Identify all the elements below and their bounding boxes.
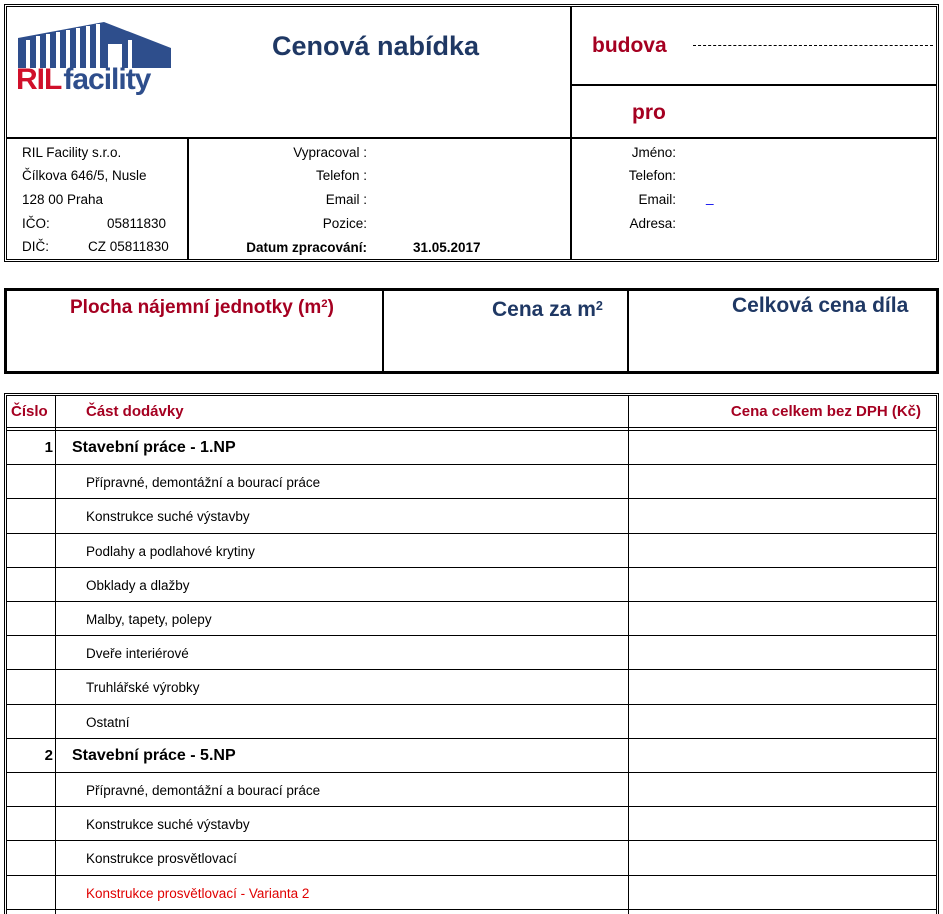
prepared-email-label: Email : [325, 192, 367, 207]
row-price-cell [629, 773, 937, 807]
prepared-author-label: Vypracoval : [293, 145, 367, 160]
row-label: Konstrukce prosvětlovací [86, 851, 237, 867]
row-price-cell [629, 807, 937, 841]
table-row [6, 534, 937, 568]
company-ico-label: IČO: [22, 216, 50, 231]
row-number: 2 [44, 746, 53, 764]
prepared-date-value: 31.05.2017 [413, 240, 481, 255]
table-section-row [6, 431, 937, 465]
row-price-cell [629, 739, 937, 773]
area-label: Plocha nájemní jednotky $(m^2)$ [70, 297, 334, 318]
row-label: Konstrukce suché výstavby [86, 817, 250, 833]
client-email-link[interactable]: _ [706, 190, 714, 205]
row-label: Přípravné, demontážní a bourací práce [86, 783, 321, 798]
company-dic-label: DIČ: [22, 239, 49, 254]
row-price-cell [629, 876, 937, 910]
row-label: Konstrukce suché výstavby [86, 509, 250, 525]
row-label: Stavební práce - 5.NP [72, 746, 236, 764]
company-dic-value: CZ 05811830 [88, 239, 169, 254]
row-price-cell [629, 670, 937, 704]
row-price-cell [629, 705, 937, 739]
client-phone-label: Telefon: [628, 168, 676, 183]
table-row [6, 807, 937, 841]
prepared-position-label: Pozice: [322, 216, 367, 231]
building-dashed-line [693, 45, 933, 46]
row-price-cell [629, 568, 937, 602]
col-header-price: Cena celkem bez DPH (Kč) [730, 403, 921, 420]
total-price-label: Celková cena díla [732, 294, 909, 317]
row-price-cell [629, 841, 937, 875]
row-label: Dveře interiérové [86, 646, 189, 662]
row-label: Konstrukce prosvětlovací - Varianta 2 [86, 885, 310, 901]
price-per-m2-label: Cena za $m^2$ [492, 298, 603, 321]
row-price-cell [629, 431, 937, 465]
company-city: 128 00 Praha [22, 192, 104, 207]
table-row [6, 670, 937, 704]
prepared-phone-label: Telefon : [315, 168, 367, 183]
building-label: budova [592, 34, 667, 57]
logo-ril-text: RIL [16, 63, 62, 96]
company-street: Čílkova 646/5, Nusle [22, 168, 147, 183]
table-row [6, 602, 937, 636]
table-row [6, 465, 937, 499]
row-price-cell [629, 636, 937, 670]
row-price-cell [629, 602, 937, 636]
table-row [6, 499, 937, 533]
row-label: Ostatní [86, 714, 130, 730]
row-label: Malby, tapety, polepy [86, 612, 212, 627]
table-row [6, 705, 937, 739]
client-name-label: Jméno: [631, 145, 676, 160]
row-label: Podlahy a podlahové krytiny [86, 543, 255, 559]
table-row [6, 773, 937, 807]
prepared-date-label: Datum zpracování: [246, 240, 367, 255]
row-price-cell [629, 534, 937, 568]
company-logo [16, 20, 176, 100]
table-row [6, 876, 937, 910]
col-header-part: Část dodávky [86, 403, 184, 420]
client-address-label: Adresa: [629, 216, 676, 231]
row-price-cell [629, 465, 937, 499]
table-row [6, 568, 937, 602]
client-email-label: Email: [638, 192, 676, 207]
table-row [6, 841, 937, 875]
row-label: Truhlářské výrobky [86, 680, 200, 696]
col-header-number: Číslo [11, 403, 48, 420]
row-label: Přípravné, demontážní a bourací práce [86, 475, 321, 491]
row-price-cell [629, 499, 937, 533]
row-label: Stavební práce - 1.NP [72, 439, 236, 456]
row-number: 1 [44, 439, 53, 456]
table-section-row [6, 739, 937, 773]
for-label: pro [632, 101, 666, 124]
page-title: Cenová nabídka [272, 31, 480, 61]
row-label: Obklady a dlažby [86, 577, 190, 593]
logo-facility-text: facility [63, 63, 151, 96]
company-name: RIL Facility s.r.o. [22, 145, 122, 160]
company-ico-value: 05811830 [107, 216, 167, 231]
table-row [6, 636, 937, 670]
